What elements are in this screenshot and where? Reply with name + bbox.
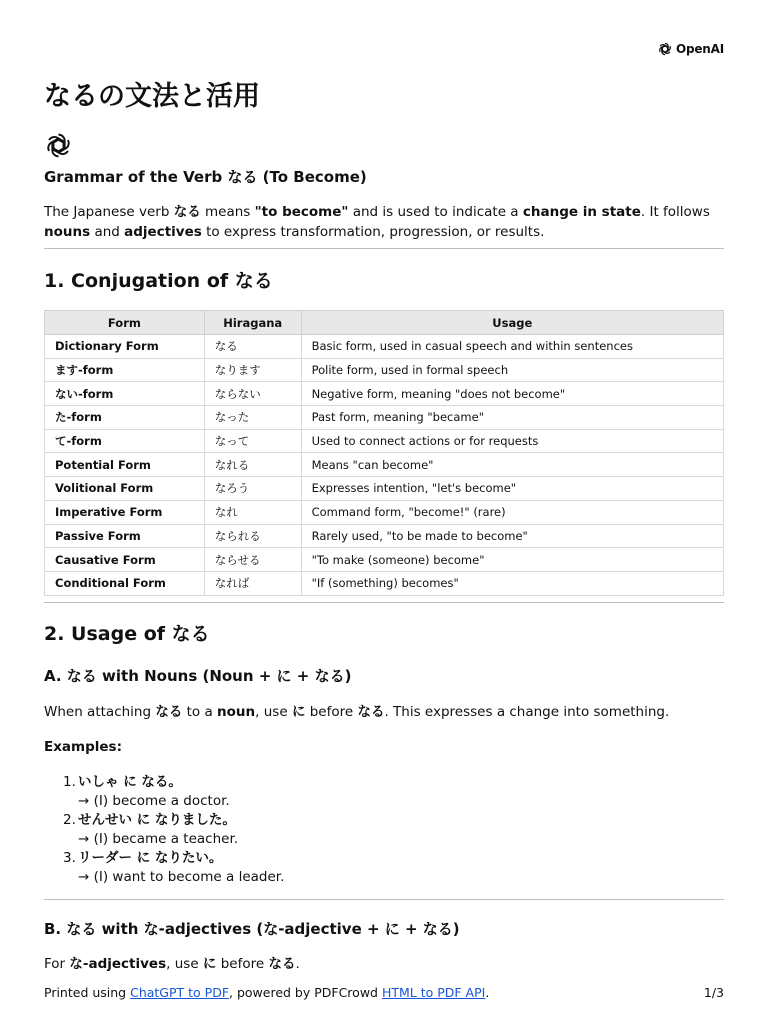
cell-hiragana: なろう <box>204 477 301 501</box>
cell-form: た-form <box>45 406 205 430</box>
cell-usage: Negative form, meaning "does not become" <box>301 382 723 406</box>
intro-bold: change in state <box>522 204 641 220</box>
footer-text: , powered by PDFCrowd <box>229 985 382 1000</box>
chatgpt-to-pdf-link[interactable]: ChatGPT to PDF <box>130 985 230 1000</box>
examples-list <box>44 773 724 887</box>
openai-logo-icon <box>657 41 673 57</box>
divider <box>44 899 724 900</box>
para-text: When attaching <box>44 704 156 720</box>
cell-usage: Basic form, used in casual speech and within sentences <box>301 335 723 359</box>
page-number: 1/3 <box>703 985 724 1000</box>
cell-usage: Command form, "become!" (rare) <box>301 500 723 524</box>
cell-usage: Means "can become" <box>301 453 723 477</box>
para-text: , use <box>166 956 203 972</box>
cell-hiragana: なります <box>204 358 301 382</box>
example-japanese: せんせい に なりました。 <box>78 812 236 828</box>
document-page <box>44 0 724 1024</box>
table-row <box>45 524 724 548</box>
divider <box>44 248 724 249</box>
intro-bold: "to become" <box>254 204 349 220</box>
intro-text: and is used to indicate a <box>348 204 523 220</box>
table-row <box>45 500 724 524</box>
table-row <box>45 571 724 595</box>
intro-text: to express transformation, progression, or results. <box>201 223 545 240</box>
cell-hiragana: ならせる <box>204 548 301 572</box>
footer-text: Printed using <box>44 985 131 1000</box>
para-bold: なる <box>268 956 296 972</box>
print-footer <box>44 984 724 1002</box>
table-row <box>45 358 724 382</box>
column-header-form: Form <box>45 311 205 335</box>
cell-hiragana: なられる <box>204 524 301 548</box>
openai-logo-icon <box>44 131 73 160</box>
para-bold: なる <box>357 704 385 720</box>
intro-bold: nouns <box>44 223 91 240</box>
cell-usage: Rarely used, "to be made to become" <box>301 524 723 548</box>
column-header-usage: Usage <box>301 311 723 335</box>
nouns-paragraph <box>44 703 724 722</box>
list-item-number: 1. <box>63 774 76 790</box>
html-to-pdf-api-link[interactable]: HTML to PDF API <box>381 985 486 1000</box>
cell-hiragana: なれ <box>204 500 301 524</box>
na-adjectives-paragraph <box>44 955 724 974</box>
conjugation-table <box>44 310 724 596</box>
cell-hiragana: なれば <box>204 571 301 595</box>
cell-usage: "To make (someone) become" <box>301 548 723 572</box>
example-translation: → (I) become a doctor. <box>78 793 230 809</box>
intro-paragraph <box>44 203 724 242</box>
table-row <box>45 429 724 453</box>
para-text: . This expresses a change into something. <box>384 704 670 720</box>
cell-form: Volitional Form <box>45 477 205 501</box>
intro-text: means <box>200 204 255 220</box>
section-heading-usage: 2. Usage of なる <box>44 623 210 645</box>
cell-form: Passive Form <box>45 524 205 548</box>
para-bold: に <box>202 956 217 972</box>
table-row <box>45 453 724 477</box>
cell-usage: Past form, meaning "became" <box>301 406 723 430</box>
para-bold: なる <box>155 704 183 720</box>
table-row <box>45 382 724 406</box>
cell-form: て-form <box>45 429 205 453</box>
subsection-heading-na-adjectives: B. なる with な-adjectives (な-adjective + に + なる) <box>44 920 460 938</box>
cell-usage: Polite form, used in formal speech <box>301 358 723 382</box>
intro-text: . It follows <box>640 204 710 220</box>
example-japanese: リーダー に なりたい。 <box>78 850 223 866</box>
table-row <box>45 477 724 501</box>
para-text: , use <box>255 704 292 720</box>
column-header-hiragana: Hiragana <box>204 311 301 335</box>
list-item <box>44 849 724 887</box>
cell-hiragana: なれる <box>204 453 301 477</box>
list-item-number: 3. <box>63 850 76 866</box>
table-header-row <box>45 311 724 335</box>
para-bold: に <box>291 704 306 720</box>
cell-form: Imperative Form <box>45 500 205 524</box>
para-text: . <box>295 956 300 972</box>
para-text: to a <box>182 704 218 720</box>
para-bold: noun <box>217 704 256 720</box>
cell-usage: Used to connect actions or for requests <box>301 429 723 453</box>
cell-hiragana: なった <box>204 406 301 430</box>
cell-usage: "If (something) becomes" <box>301 571 723 595</box>
cell-hiragana: なって <box>204 429 301 453</box>
table-row <box>45 548 724 572</box>
para-text: before <box>216 956 269 972</box>
examples-label: Examples: <box>44 739 122 755</box>
example-translation: → (I) want to become a leader. <box>78 869 285 885</box>
intro-text: and <box>90 223 125 240</box>
cell-form: ない-form <box>45 382 205 406</box>
cell-form: Causative Form <box>45 548 205 572</box>
intro-bold: adjectives <box>124 223 202 240</box>
subsection-heading-nouns: A. なる with Nouns (Noun + に + なる) <box>44 667 352 685</box>
intro-bold: なる <box>173 204 201 220</box>
list-item <box>44 773 724 811</box>
list-item-number: 2. <box>63 812 76 828</box>
cell-form: Conditional Form <box>45 571 205 595</box>
cell-form: Dictionary Form <box>45 335 205 359</box>
example-translation: → (I) became a teacher. <box>78 831 239 847</box>
table-row <box>45 335 724 359</box>
page-title: なるの文法と活用 <box>44 81 260 112</box>
openai-brand <box>657 40 724 58</box>
brand-name: OpenAI <box>675 42 724 56</box>
para-bold: な-adjectives <box>69 956 167 972</box>
divider <box>44 602 724 603</box>
intro-text: The Japanese verb <box>44 204 174 220</box>
example-japanese: いしゃ に なる。 <box>78 774 182 790</box>
subtitle: Grammar of the Verb なる (To Become) <box>44 168 367 186</box>
para-text: before <box>305 704 358 720</box>
cell-form: ます-form <box>45 358 205 382</box>
section-heading-conjugation: 1. Conjugation of なる <box>44 270 273 292</box>
footer-text: . <box>485 985 490 1000</box>
cell-form: Potential Form <box>45 453 205 477</box>
table-row <box>45 406 724 430</box>
cell-usage: Expresses intention, "let's become" <box>301 477 723 501</box>
list-item <box>44 811 724 849</box>
cell-hiragana: なる <box>204 335 301 359</box>
para-text: For <box>44 956 70 972</box>
cell-hiragana: ならない <box>204 382 301 406</box>
